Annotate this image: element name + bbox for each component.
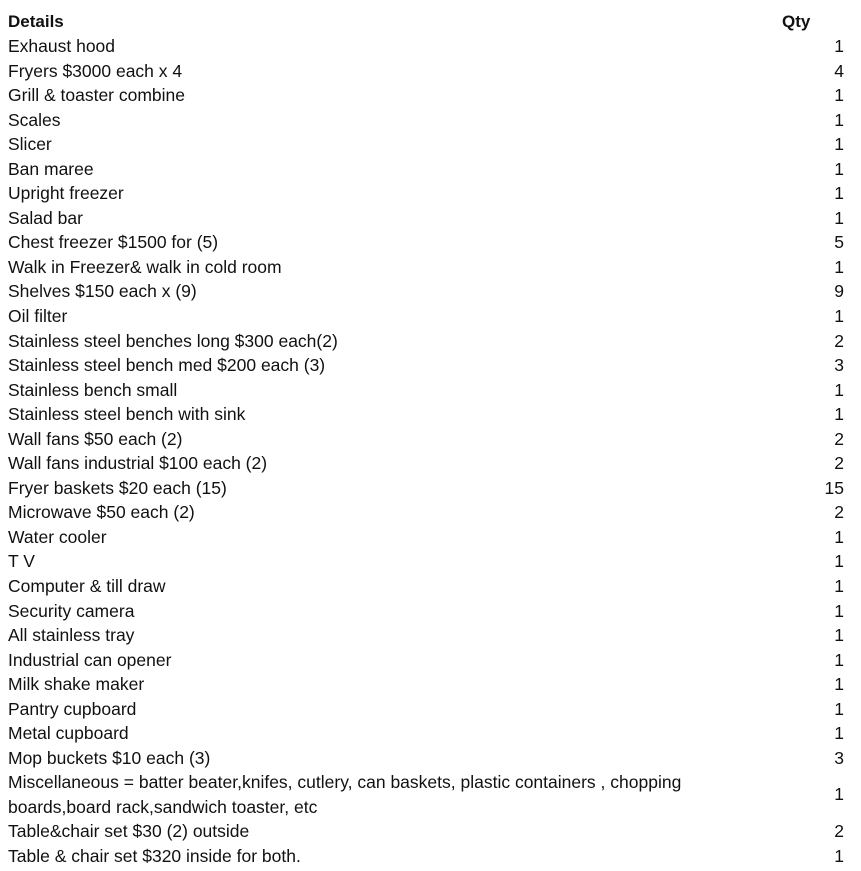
item-detail: Stainless bench small (8, 379, 178, 400)
item-detail: Fryer baskets $20 each (15) (8, 477, 227, 498)
table-row (0, 819, 861, 844)
table-row (0, 34, 861, 59)
item-detail: Table & chair set $320 inside for both. (8, 845, 301, 866)
item-qty: 1 (834, 36, 844, 56)
table-row (0, 230, 861, 255)
table-row (0, 549, 861, 574)
item-qty: 1 (834, 306, 844, 327)
item-qty: 1 (834, 576, 844, 597)
table-row (0, 378, 861, 403)
item-detail: Milk shake maker (8, 674, 145, 695)
item-detail: Walk in Freezer& walk in cold room (8, 256, 282, 277)
item-qty: 15 (824, 477, 844, 498)
item-qty: 1 (834, 723, 844, 744)
item-detail: Metal cupboard (8, 723, 129, 744)
item-detail: Shelves $150 each x (9) (8, 281, 197, 302)
item-detail: Salad bar (8, 207, 83, 228)
table-row (0, 83, 861, 108)
item-qty: 1 (834, 698, 844, 719)
item-qty: 1 (834, 404, 844, 425)
item-qty: 1 (834, 158, 844, 179)
item-qty: 2 (834, 330, 844, 351)
table-row (0, 279, 861, 304)
table-row (0, 770, 861, 819)
table-row (0, 157, 861, 182)
table-row (0, 255, 861, 280)
item-detail: Security camera (8, 600, 135, 621)
item-qty: 9 (834, 281, 844, 302)
item-qty: 1 (834, 207, 844, 228)
item-detail: T V (8, 551, 35, 572)
item-qty: 1 (834, 600, 844, 621)
table-row (0, 304, 861, 329)
table-header (0, 10, 861, 34)
item-detail: Fryers $3000 each x 4 (8, 60, 183, 81)
item-detail: Chest freezer $1500 for (5) (8, 232, 219, 253)
item-qty: 1 (834, 109, 844, 130)
table-row (0, 353, 861, 378)
item-rows (0, 34, 861, 869)
item-qty: 4 (834, 60, 844, 81)
item-qty: 1 (834, 183, 844, 204)
table-row (0, 181, 861, 206)
item-qty: 1 (834, 625, 844, 646)
item-qty: 1 (834, 85, 844, 106)
item-detail: Stainless steel benches long $300 each(2) (8, 330, 338, 351)
table-row (0, 427, 861, 452)
table-row (0, 697, 861, 722)
table-row (0, 623, 861, 648)
table-row (0, 451, 861, 476)
table-row (0, 599, 861, 624)
item-qty: 1 (834, 526, 844, 547)
item-detail: Table&chair set $30 (2) outside (8, 821, 250, 842)
table-row (0, 525, 861, 550)
table-row (0, 476, 861, 501)
item-detail: Exhaust hood (8, 36, 116, 56)
item-detail: All stainless tray (8, 625, 135, 646)
item-detail: Stainless steel bench med $200 each (3) (8, 355, 326, 376)
details-column-header: Details (8, 12, 64, 31)
item-qty: 1 (834, 674, 844, 695)
table-row (0, 721, 861, 746)
item-detail: Upright freezer (8, 183, 124, 204)
table-row (0, 672, 861, 697)
item-detail: Wall fans industrial $100 each (2) (8, 453, 268, 474)
item-qty: 2 (834, 453, 844, 474)
table-row (0, 746, 861, 771)
item-qty: 1 (834, 551, 844, 572)
item-detail: Grill & toaster combine (8, 85, 186, 106)
item-detail: Oil filter (8, 306, 68, 327)
table-row (0, 329, 861, 354)
item-detail: Slicer (8, 134, 52, 155)
item-qty: 2 (834, 502, 844, 523)
item-detail: Miscellaneous = batter beater,knifes, cutlery, can baskets, plastic containers , chopping boards,board rack,sandwich toaster, etc (8, 772, 682, 817)
item-qty: 2 (834, 428, 844, 449)
table-row (0, 108, 861, 133)
item-detail: Stainless steel bench with sink (8, 404, 246, 425)
item-qty: 1 (834, 256, 844, 277)
qty-column-header: Qty (782, 12, 811, 31)
item-qty: 2 (834, 821, 844, 842)
item-detail: Water cooler (8, 526, 107, 547)
table-row (0, 648, 861, 673)
table-row (0, 132, 861, 157)
table-row (0, 402, 861, 427)
item-qty: 3 (834, 355, 844, 376)
item-qty: 1 (834, 134, 844, 155)
table-row (0, 206, 861, 231)
item-detail: Scales (8, 109, 61, 130)
item-qty: 1 (834, 649, 844, 670)
table-row (0, 59, 861, 84)
item-qty: 1 (834, 379, 844, 400)
item-detail: Computer & till draw (8, 576, 166, 597)
item-qty: 1 (834, 845, 844, 866)
item-detail: Wall fans $50 each (2) (8, 428, 183, 449)
item-qty: 5 (834, 232, 844, 253)
table-row (0, 574, 861, 599)
item-qty: 1 (834, 784, 844, 805)
table-row (0, 844, 861, 869)
item-detail: Ban maree (8, 158, 94, 179)
item-detail: Pantry cupboard (8, 698, 137, 719)
item-detail: Mop buckets $10 each (3) (8, 747, 211, 768)
item-detail: Industrial can opener (8, 649, 172, 670)
item-qty: 3 (834, 747, 844, 768)
table-row (0, 500, 861, 525)
item-detail: Microwave $50 each (2) (8, 502, 195, 523)
